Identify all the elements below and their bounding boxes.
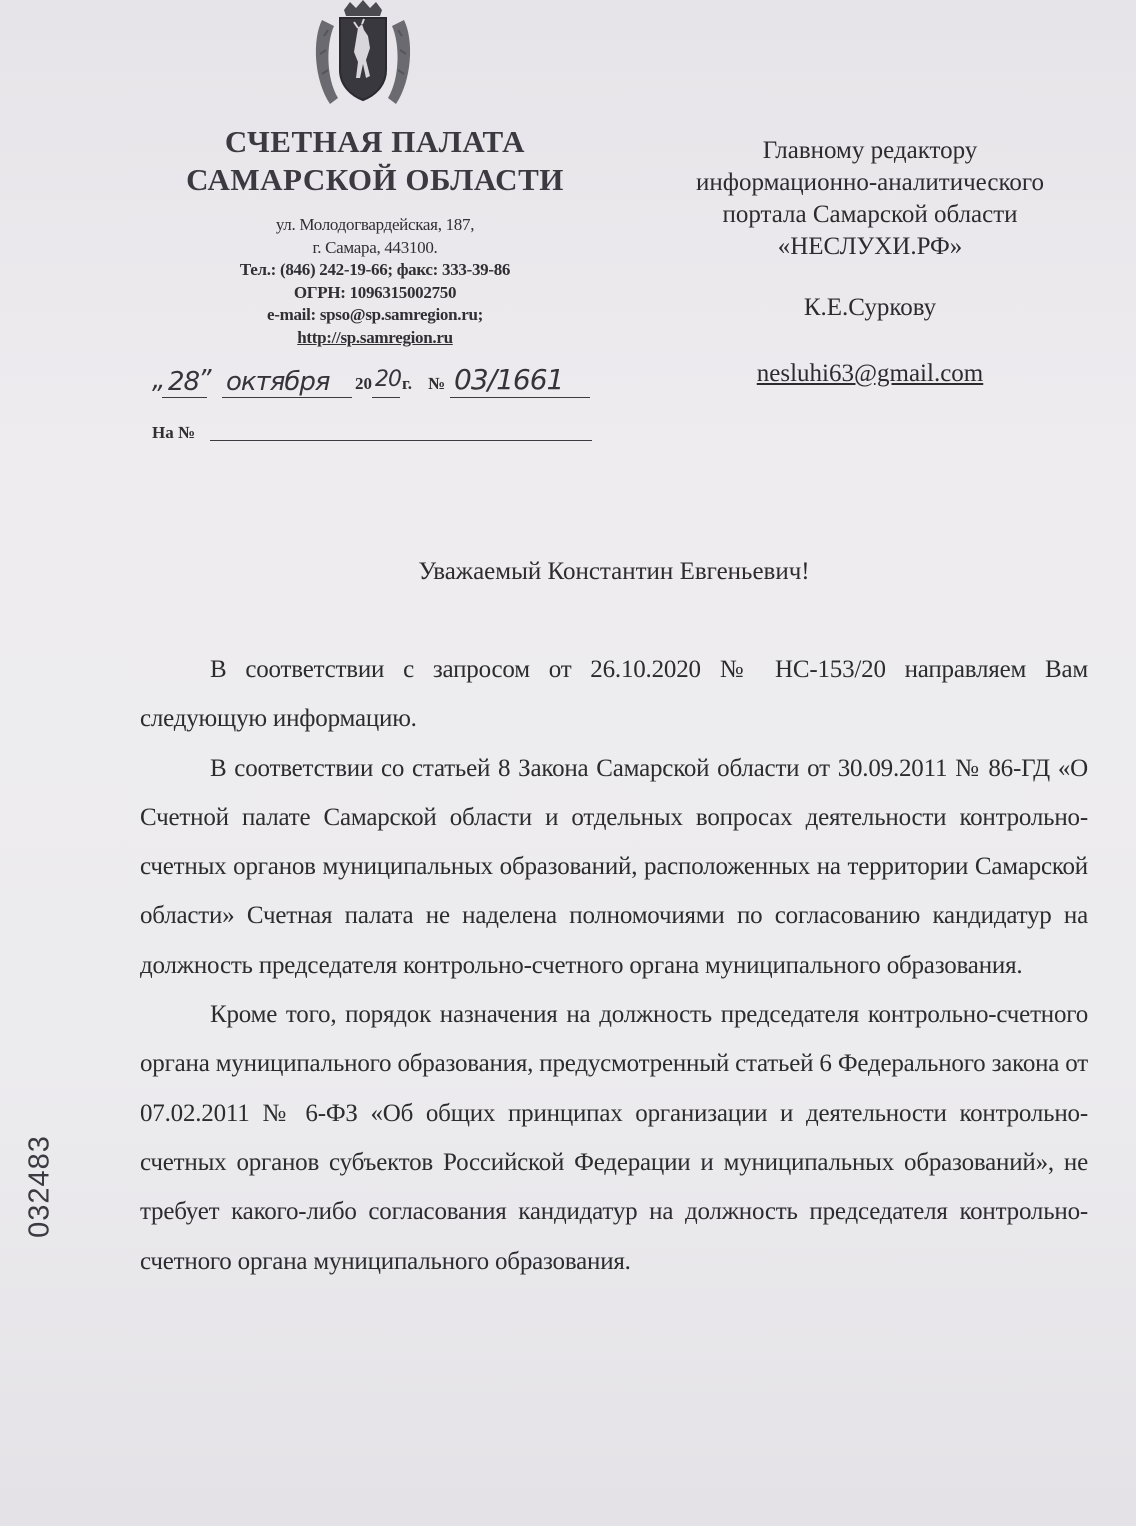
recipient-line-2: информационно-аналитического	[695, 169, 1044, 196]
date-year-mark: г.	[402, 374, 413, 393]
date-month-handwritten: октября	[226, 367, 330, 397]
recipient-line-3: портала Самарской области	[722, 201, 1018, 228]
date-quote-open: „	[152, 365, 165, 395]
body-paragraph-3: Кроме того, порядок назначения на должность председателя контрольно-счетного органа муниципального образования, предусмотренный статьей 6 Федерального закона от 07.02.2011 № 6-ФЗ «Об общих принципах организации и деятельности контрольно-счетных органов субъектов Российской Федерации и муниципальных образований», не требует какого-либо согласования кандидатур на должность председателя контрольно-счетного органа муниципального образования.	[140, 1001, 1088, 1275]
day-underline	[162, 397, 207, 398]
recipient-email: nesluhi63@gmail.com	[756, 360, 984, 387]
sender-address-city: г. Самара, 443100.	[312, 237, 438, 257]
recipient-name: К.Е.Суркову	[803, 294, 937, 321]
letter-date-number-row	[152, 365, 592, 405]
sender-email: e-mail: spso@sp.samregion.ru;	[267, 305, 483, 324]
date-year-suffix-handwritten: 20	[375, 367, 401, 392]
date-day-handwritten: 28	[168, 367, 200, 397]
letter-body	[140, 645, 1088, 1286]
number-underline	[450, 397, 590, 398]
reply-reference-underline	[210, 440, 592, 441]
sender-phone: Тел.: (846) 242-19-66; факс: 333-39-86	[239, 260, 511, 279]
date-quote-close: ”	[198, 365, 211, 395]
sender-contacts	[185, 214, 565, 349]
body-paragraph-1: В соответствии с запросом от 26.10.2020 № НС-153/20 направляем Вам следующую информацию.	[140, 656, 1088, 733]
reply-reference-label: На №	[152, 423, 196, 442]
sender-address-street: ул. Молодогвардейская, 187,	[275, 215, 475, 234]
letter-number-handwritten: 03/1661	[454, 363, 564, 396]
registration-stamp-number: 032483	[23, 1135, 56, 1238]
sender-ogrn: ОГРН: 1096315002750	[293, 282, 457, 302]
recipient-line-1: Главному редактору	[762, 137, 978, 164]
month-underline	[222, 397, 352, 398]
organization-name-line-1: СЧЕТНАЯ ПАЛАТА	[224, 124, 526, 159]
recipient-block	[660, 135, 1080, 263]
date-year-prefix: 20	[355, 374, 372, 393]
salutation: Уважаемый Константин Евгеньевич!	[418, 558, 810, 585]
body-paragraph-2: В соответствии со статьей 8 Закона Самарской области от 30.09.2011 № 86-ГД «О Счетной палате Самарской области и отдельных вопросах деятельности контрольно-счетных органов муниципальных образований, расположенных на территории Самарской области» Счетная палата не наделена полномочиями по согласованию кандидатур на должность председателя контрольно-счетного органа муниципального образования.	[140, 754, 1088, 979]
samara-coat-of-arms-emblem	[308, 0, 418, 112]
year-underline	[372, 397, 400, 398]
recipient-line-4: «НЕСЛУХИ.РФ»	[777, 233, 963, 260]
sender-website: http://sp.samregion.ru	[297, 327, 453, 347]
number-sign: №	[428, 374, 446, 393]
organization-name-line-2: САМАРСКОЙ ОБЛАСТИ	[186, 162, 564, 197]
